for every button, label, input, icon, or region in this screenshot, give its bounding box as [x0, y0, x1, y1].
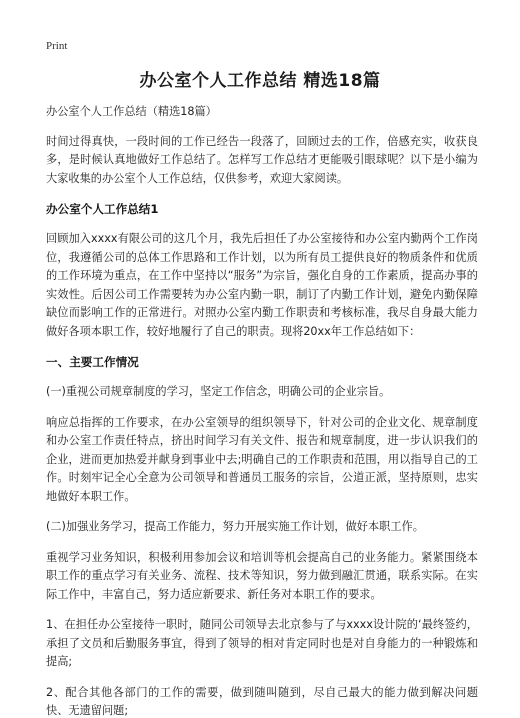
item-two-paragraph: 2、配合其他各部门的工作的需要，做到随叫随到，尽自己最大的能力做到解决问题快、无遗留问题;: [46, 685, 478, 717]
point-two-paragraph: (二)加强业务学习，提高工作能力，努力开展实施工作计划，做好本职工作。: [46, 520, 424, 533]
document-body: [46, 103, 478, 718]
section1-heading: 办公室个人工作总结1: [46, 202, 159, 216]
response-paragraph: 响应总指挥的工作要求，在办公室领导的组织领导下，针对公司的企业文化、规章制度和办公室工作责任特点，挤出时间学习有关文件、报告和规章制度，进一步认识我们的企业，进而更加热爱并献身到事业中去;明确自己的工作职责和范围，用以指导自己的工作。时刻牢记全心全意为公司领导和普通员工服务的宗旨，公道正派，坚持原则，忠实地做好本职工作。: [46, 415, 478, 503]
document-title: 办公室个人工作总结 精选18篇: [139, 71, 381, 91]
document-subtitle: 办公室个人工作总结（精选18篇）: [46, 105, 217, 118]
intro-paragraph: 时间过得真快，一段时间的工作已经告一段落了，回顾过去的工作，倍感充实，收获良多，是时候认真地做好工作总结了。怎样写工作总结才更能吸引眼球呢？以下是小编为大家收集的办公室个人工作总结，仅供参考，欢迎大家阅读。: [46, 134, 478, 185]
main-work-heading: 一、主要工作情况: [46, 355, 139, 369]
study-paragraph: 重视学习业务知识，积极利用参加会议和培训等机会提高自己的业务能力。紧紧围绕本职工作的重点学习有关业务、流程、技术等知识，努力做到融汇贯通，联系实际。在实际工作中，丰富自己，努力适应新要求、新任务对本职工作的要求。: [46, 550, 478, 601]
item-one-paragraph: 1、在担任办公室接待一职时，随同公司领导去北京参与了与xxxx设计院的‘最终签约，承担了文员和后勤服务事宜，得到了领导的相对肯定同时也是对自身能力的一种锻炼和提高;: [46, 618, 478, 668]
print-label: Print: [46, 40, 68, 52]
point-one-paragraph: (一)重视公司规章制度的学习，坚定工作信念，明确公司的企业宗旨。: [46, 385, 391, 398]
review-paragraph: 回顾加入xxxx有限公司的这几个月，我先后担任了办公室接待和办公室内勤两个工作岗位，我遵循公司的总体工作思路和工作计划，以为所有员工提供良好的物质条件和优质的工作环境为重点，在工作中坚持以“服务”为宗旨，强化自身的工作素质，提高办事的实效性。后因公司工作需要转为办公室内勤一职，制订了内勤工作计划，避免内勤保障缺位而影响工作的正常进行。对照办公室内勤工作职责和考核标准，我尽自身最大能力做好各项本职工作，较好地履行了自己的职责。现将20xx年工作总结如下：: [46, 232, 478, 338]
